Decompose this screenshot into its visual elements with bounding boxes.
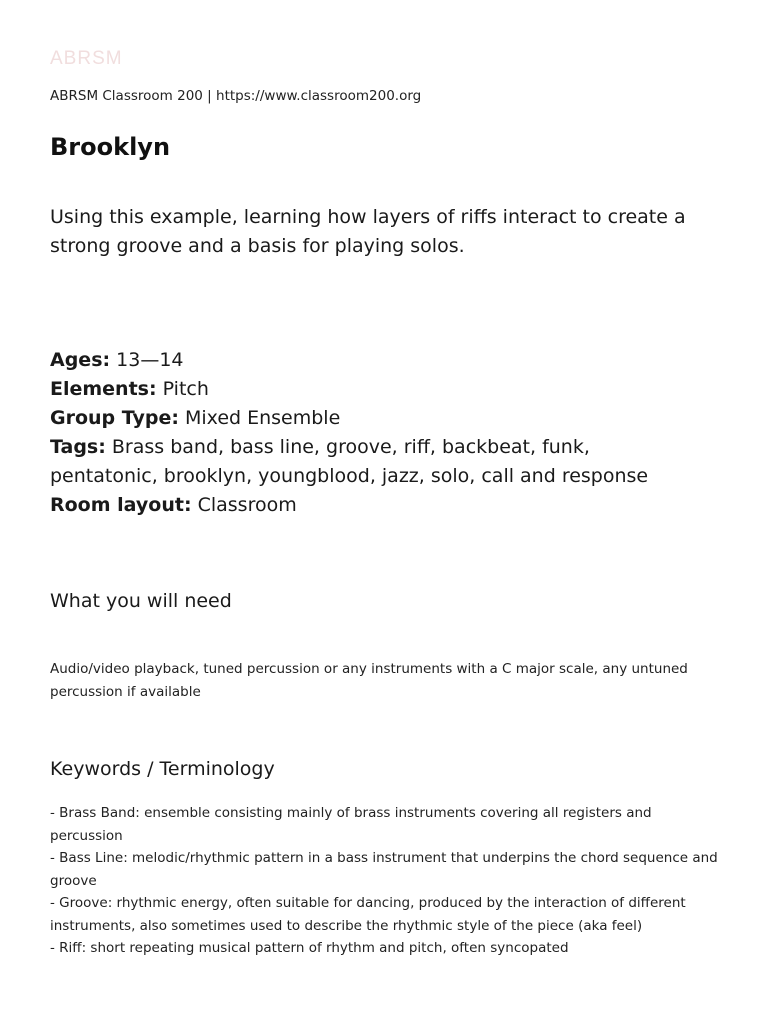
source-line: ABRSM Classroom 200 | https://www.classroom200.org xyxy=(50,88,422,104)
meta-elements xyxy=(50,375,690,404)
meta-elements-value: Pitch xyxy=(162,378,209,400)
keyword-item: - Riff: short repeating musical pattern of rhythm and pitch, often syncopated xyxy=(50,940,569,956)
keyword-item: - Groove: rhythmic energy, often suitable for dancing, produced by the interaction of different instruments, also sometimes used to describe the rhythmic style of the piece (aka feel) xyxy=(50,895,686,934)
meta-room-layout-value: Classroom xyxy=(197,494,297,516)
page-title: Brooklyn xyxy=(50,133,171,161)
meta-tags-label: Tags: xyxy=(50,436,106,458)
meta-room-layout xyxy=(50,491,690,520)
keyword-item: - Brass Band: ensemble consisting mainly of brass instruments covering all registers and percussion xyxy=(50,805,652,844)
meta-room-layout-label: Room layout: xyxy=(50,494,192,516)
meta-elements-label: Elements: xyxy=(50,378,157,400)
meta-group-type xyxy=(50,404,690,433)
needs-text: Audio/video playback, tuned percussion or any instruments with a C major scale, any untuned percussion if available xyxy=(50,661,688,700)
abrsm-logo: ABRSM xyxy=(50,48,123,69)
needs-heading: What you will need xyxy=(50,590,232,612)
meta-ages-value: 13—14 xyxy=(116,349,184,371)
lesson-metadata xyxy=(50,346,690,520)
meta-ages-label: Ages: xyxy=(50,349,111,371)
intro-paragraph: Using this example, learning how layers of riffs interact to create a strong groove and a basis for playing solos. xyxy=(50,206,686,257)
meta-tags xyxy=(50,433,690,491)
keyword-item: - Bass Line: melodic/rhythmic pattern in a bass instrument that underpins the chord sequence and groove xyxy=(50,850,718,889)
meta-group-type-value: Mixed Ensemble xyxy=(184,407,341,429)
meta-group-type-label: Group Type: xyxy=(50,407,179,429)
keywords-list xyxy=(50,802,718,960)
meta-ages xyxy=(50,346,690,375)
meta-tags-value: Brass band, bass line, groove, riff, backbeat, funk, pentatonic, brooklyn, youngblood, jazz, solo, call and response xyxy=(50,436,649,487)
keywords-heading: Keywords / Terminology xyxy=(50,758,275,780)
